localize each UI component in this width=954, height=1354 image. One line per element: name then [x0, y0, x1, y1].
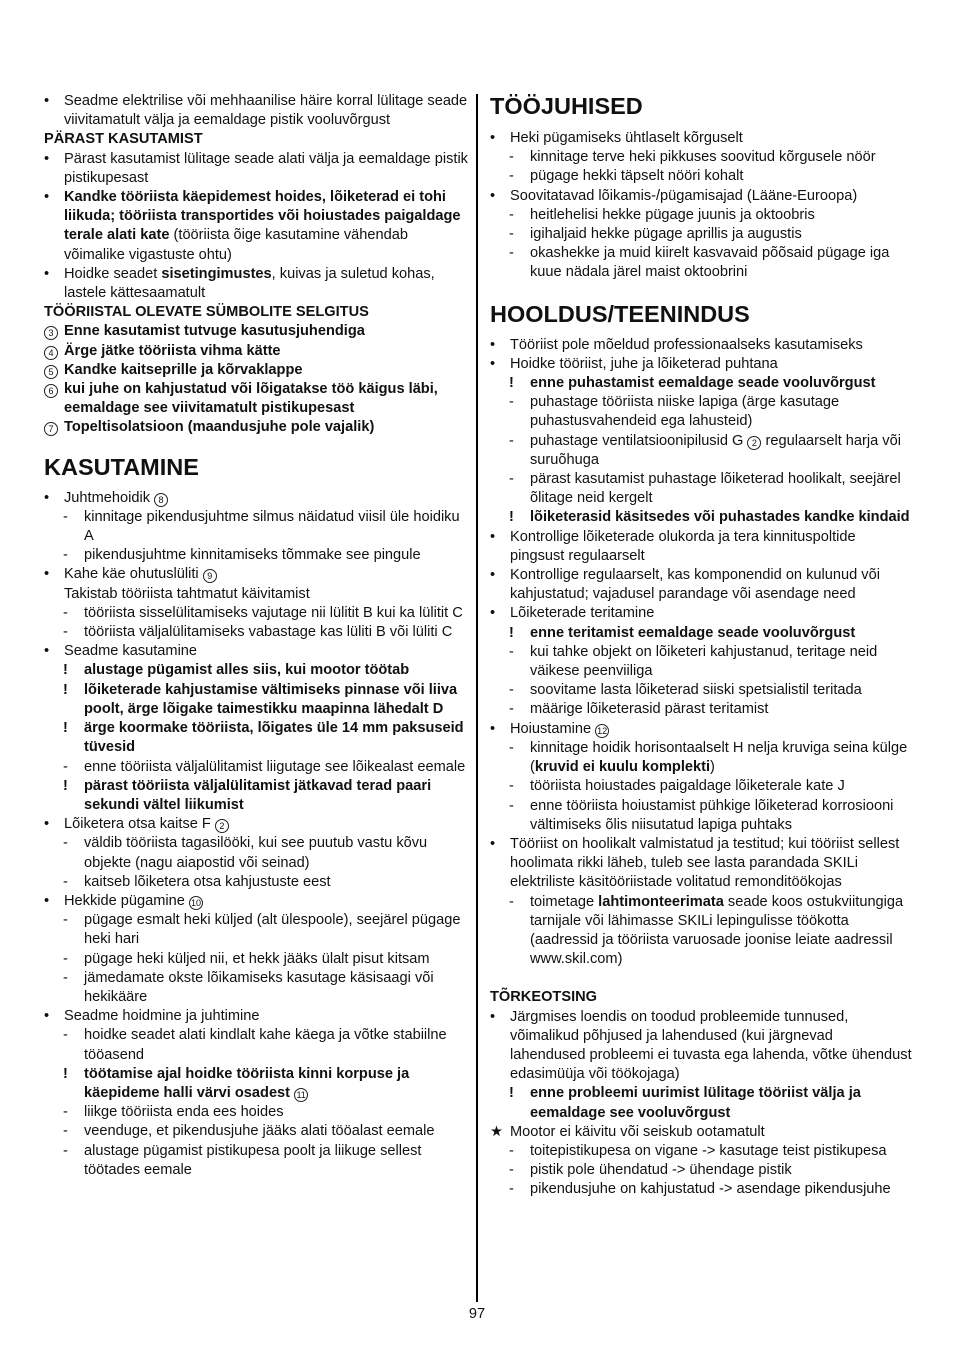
list-item: - enne tööriista hoiustamist pühkige lõiketerad korrosiooni vältimiseks õlis niisutatud lapiga puhtaks: [509, 797, 894, 833]
list-item: - jämedamate okste lõikamiseks kasutage käsisaagi või hekikääre: [63, 969, 434, 1005]
column-divider: [476, 94, 478, 1302]
section-subheading: TÖÖRIISTAL OLEVATE SÜMBOLITE SELGITUS: [44, 304, 369, 321]
circled-number: 8: [154, 493, 168, 507]
list-item: • Tööriist on hoolikalt valmistatud ja testitud; kui tööriist sellest hoolimata rikki läheb, tuleb see lasta parandada SKILi elektriliste käsitööriistade volitatud remonditöökojas: [490, 835, 900, 891]
list-item: • Hoiustamine 12: [490, 720, 608, 737]
list-item: • Pärast kasutamist lülitage seade alati välja ja eemaldage pistik pistikupesast: [44, 150, 468, 186]
circled-number: 5: [44, 365, 58, 379]
list-item: - igihaljaid hekke pügage aprillis ja augustis: [509, 226, 802, 243]
list-item: - määrige lõiketerasid pärast teritamist: [509, 701, 769, 718]
list-item: • Hoidke seadet sisetingimustes, kuivas ja suletud kohas, lastele kättesaamatult: [44, 265, 435, 302]
page-number: 97: [468, 1306, 486, 1322]
circled-number: 4: [44, 346, 58, 360]
circled-number: 9: [203, 569, 217, 583]
symbol-item: 6 kui juhe on kahjustatud või lõigatakse töö käigus läbi, eemaldage see viivitamatult pistikupesast: [44, 380, 468, 418]
section-heading: KASUTAMINE: [44, 453, 199, 480]
list-item: - tööriista väljalülitamiseks vabastage kas lüliti B või lüliti C: [63, 624, 453, 641]
list-item: • Soovitatavad lõikamis-/pügamisajad (Lääne-Euroopa): [490, 187, 858, 204]
section-heading: TÖÖJUHISED: [490, 93, 643, 119]
list-item: • Hoidke tööriist, juhe ja lõiketerad puhtana: [490, 355, 778, 372]
list-item: - okashekke ja muid kiirelt kasvavaid põõsaid pügage iga kuue nädala järel maist oktoobrini: [509, 245, 890, 281]
warning-item: ! pärast tööriista väljalülitamist jätkavad terad paari sekundi vältel liikumist: [63, 777, 432, 813]
section-subheading: TÕRKEOTSING: [490, 989, 598, 1006]
list-item: • Kandke tööriista käepidemest hoides, lõiketerad ei tohi liikuda; tööriista transportides või hoiustades paigaldage terale alati kate (tööriista õige kasutamine vähendab võimalike vigastuste ohtu): [44, 189, 461, 263]
list-item: - kui tahke objekt on lõiketeri kahjustanud, teritage neid väikese peenviiliga: [509, 643, 878, 680]
right-column: [490, 92, 912, 1200]
list-item: - pärast kasutamist puhastage lõiketerad hoolikalt, seejärel õlitage neid kergelt: [509, 471, 901, 507]
list-item: - pügage hekki täpselt nööri kohalt: [509, 168, 744, 185]
list-item: - kinnitage terve heki pikkuses soovitud kõrgusele nöör: [509, 149, 876, 166]
warning-item: ! ärge koormake tööriista, lõigates üle 14 mm paksuseid tüvesid: [63, 720, 464, 756]
list-item: - tööriista sisselülitamiseks vajutage nii lülitit B kui ka lülitit C: [63, 604, 463, 621]
list-item: - pügage esmalt heki küljed (alt ülespoole), seejärel pügage heki hari: [63, 912, 461, 948]
list-item: - liikge tööriista enda ees hoides: [63, 1104, 284, 1121]
list-item: - toimetage lahtimonteerimata seade koos ostukviitungiga tarnijale või lähimasse SKILi lepingulisse töökotta (aadressid ja tööriista varuosade joonise leiate aadressil www.skil.com): [509, 893, 904, 968]
list-item: - pistik pole ühendatud -> ühendage pistik: [509, 1162, 792, 1179]
list-item: - hoidke seadet alati kindlalt kahe käega ja võtke stabiilne tööasend: [63, 1027, 447, 1063]
list-item: - kinnitage pikendusjuhtme silmus näidatud viisil üle hoidiku A: [63, 508, 460, 545]
warning-item: ! lõiketerade kahjustamise vältimiseks pinnase või liiva poolt, ärge lõigake taimestikku maapinna lähedalt D: [63, 681, 458, 717]
list-item: - tööriista hoiustades paigaldage lõiketerale kate J: [509, 778, 845, 795]
list-item: - alustage pügamist pistikupesa poolt ja liikuge sellest töötades eemale: [63, 1142, 422, 1178]
list-item: • Järgmises loendis on toodud probleemide tunnused, võimalikud põhjused ja lahendused (kui järgnevad lahendused probleemi ei tuvasta ega lahenda, võtke ühendust edasimüüja või töökojaga): [490, 1008, 912, 1083]
list-item: - soovitame lasta lõiketerad siiski spetsialistil teritada: [509, 682, 862, 699]
list-item: • Seadme elektrilise või mehhaanilise häire korral lülitage seade viivitamatult välja ja eemaldage pistik vooluvõrgust: [44, 93, 468, 129]
symbol-item: 5 Kandke kaitseprille ja kõrvaklappe: [44, 361, 468, 380]
list-item: - kinnitage hoidik horisontaalselt H nelja kruviga seina külge (kruvid ei kuulu komplekti): [509, 739, 908, 776]
list-item: - pügage heki küljed nii, et hekk jääks ülalt pisut kitsam: [63, 950, 430, 967]
list-item: - kaitseb lõiketera otsa kahjustuste eest: [63, 873, 331, 890]
warning-item: ! enne teritamist eemaldage seade vooluvõrgust: [509, 624, 856, 641]
warning-item: ! töötamise ajal hoidke tööriista kinni korpuse ja käepideme halli värvi osadest 11: [63, 1065, 410, 1101]
symbol-item: 4 Ärge jätke tööriista vihma kätte: [44, 342, 468, 361]
list-item: • Kontrollige lõiketerade olukorda ja tera kinnituspoltide pingsust regulaarselt: [490, 528, 856, 564]
circled-number: 2: [215, 819, 229, 833]
circled-number: 12: [597, 725, 608, 736]
warning-item: ! enne puhastamist eemaldage seade vooluvõrgust: [509, 375, 876, 392]
list-item: • Kahe käe ohutuslüliti 9: [44, 565, 468, 584]
list-item: • Heki pügamiseks ühtlaselt kõrguselt: [490, 130, 743, 146]
list-item: - enne tööriista väljalülitamist liigutage see lõikealast eemale: [63, 758, 466, 775]
list-item: • Hekkide pügamine 10: [44, 892, 201, 909]
list-item: • Juhtmehoidik 8: [44, 489, 468, 508]
warning-item: ! lõiketerasid käsitsedes või puhastades kandke kindaid: [509, 509, 910, 526]
list-item: • Lõiketerade teritamine: [490, 605, 655, 622]
list-item: - puhastage tööriista niiske lapiga (ärge kasutage puhastusvahendeid ega lahusteid): [509, 394, 840, 430]
left-column: [44, 92, 468, 1180]
list-item: • Seadme kasutamine: [44, 643, 198, 660]
list-item: • Tööriist pole mõeldud professionaalseks kasutamiseks: [490, 336, 863, 353]
symbol-item: 7 Topeltisolatsioon (maandusjuhe pole vajalik): [44, 418, 468, 437]
list-item: - heitlehelisi hekke pügage juunis ja oktoobris: [509, 206, 815, 223]
section-subheading: PÄRAST KASUTAMIST: [44, 131, 203, 148]
list-item: - puhastage ventilatsioonipilusid G 2 regulaarselt harja või suruõhuga: [509, 432, 901, 468]
star-icon: ★: [490, 1123, 504, 1140]
section-heading: HOOLDUS/TEENINDUS: [490, 300, 750, 327]
list-item: • Seadme hoidmine ja juhtimine: [44, 1008, 260, 1025]
circled-number: 10: [190, 897, 201, 908]
circled-number: 7: [44, 422, 58, 436]
warning-item: ! enne probleemi uurimist lülitage tööriist välja ja eemaldage see vooluvõrgust: [509, 1085, 861, 1121]
list-item: - pikendusjuhtme kinnitamiseks tõmmake see pingule: [63, 547, 421, 564]
list-item: - pikendusjuhe on kahjustatud -> asendage pikendusjuhe: [509, 1181, 891, 1198]
list-item: • Kontrollige regulaarselt, kas komponendid on kulunud või kahjustatud; vajadusel parandage või asendage need: [490, 567, 880, 603]
symbol-item: 3 Enne kasutamist tutvuge kasutusjuhendiga: [44, 322, 468, 341]
list-item: • Lõiketera otsa kaitse F 2: [44, 815, 468, 834]
circled-number: 6: [44, 384, 58, 398]
list-item: ★ Mootor ei käivitu või seiskub ootamatult: [490, 1123, 912, 1142]
list-item-text: Takistab tööriista tahtmatut käivitamist: [64, 585, 310, 602]
warning-item: ! alustage pügamist alles siis, kui mootor töötab: [63, 662, 410, 679]
circled-number: 11: [294, 1088, 308, 1102]
list-item: - väldib tööriista tagasilööki, kui see puutub vastu kõvu objekte (nagu aiapostid või seinad): [63, 835, 428, 871]
circled-number: 2: [747, 436, 761, 450]
list-item: - toitepistikupesa on vigane -> kasutage teist pistikupesa: [509, 1142, 887, 1159]
circled-number: 3: [44, 326, 58, 340]
list-item: - veenduge, et pikendusjuhe jääks alati tööalast eemale: [63, 1123, 435, 1140]
